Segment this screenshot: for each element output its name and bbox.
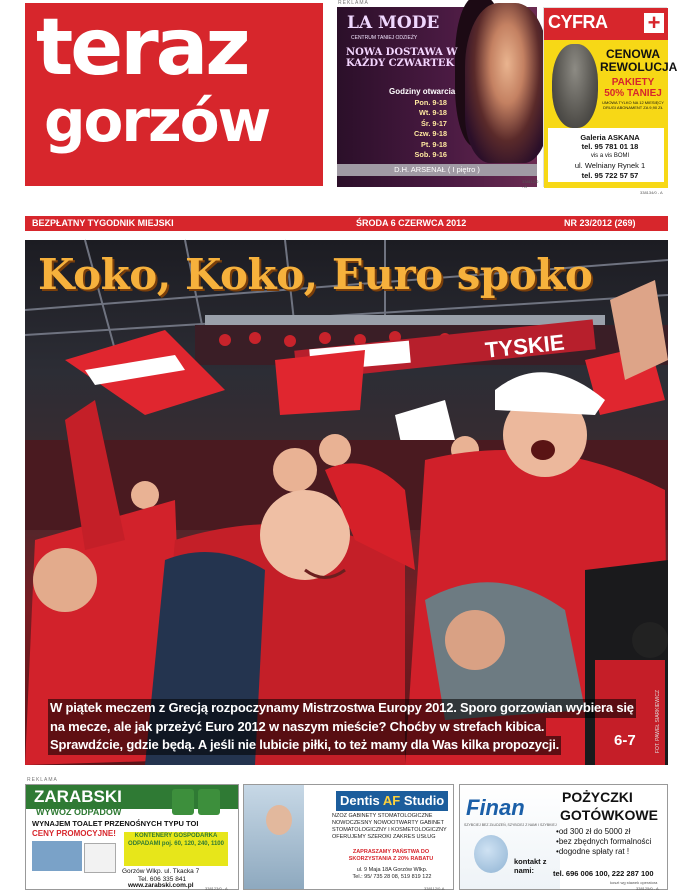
- dentist-photo: [244, 785, 304, 889]
- bin-icon: [172, 789, 194, 815]
- ad-finan-title-2: GOTÓWKOWE: [560, 807, 658, 823]
- ad-finan[interactable]: [459, 784, 668, 890]
- cover-caption: [48, 699, 636, 755]
- ad-la-mode-hours-title: Godziny otwarcia: [389, 87, 456, 96]
- ad-zarabski-containers: KONTENERY GOSPODARKA ODPADAMI poj. 60, 120, 240, 1100: [128, 833, 224, 847]
- issue-number: NR 23/2012 (269): [564, 218, 636, 228]
- phone: tel. 95 722 57 57: [581, 170, 639, 180]
- hours-line: Czw. 9-18: [414, 129, 447, 139]
- ad-code: 338123/0 - A: [205, 886, 228, 891]
- ad-la-mode-hours: [397, 98, 447, 160]
- hours-line: Sob. 9-16: [414, 150, 447, 160]
- ad-finan-brand: Finan: [466, 795, 525, 820]
- ad-cyfra-headline: CENOWA REWOLUCJA: [600, 47, 678, 74]
- ad-la-mode-promo: NOWA DOSTAWA W KAŻDY CZWARTEK: [346, 47, 458, 69]
- store-name: Galeria ASKANA: [580, 133, 640, 142]
- ad-model-photo: [465, 3, 549, 163]
- ad-dentis-brand-left: Dentis: [340, 793, 380, 808]
- paper-tagline: BEZPŁATNY TYGODNIK MIEJSKI: [32, 218, 174, 228]
- hours-line: Pt. 9-18: [421, 139, 447, 149]
- ad-dentis-brand: Dentis AF Studio: [340, 793, 445, 808]
- ad-finan-bullet: •dogodne spłaty rat !: [556, 847, 630, 856]
- ad-dentis-contact: [342, 867, 442, 881]
- toilet-icon: [84, 843, 116, 873]
- ad-dentis-line: NOWOCZESNY NOWOOTWARTY GABINET STOMATOLOGICZNY I KOSMETOLOGICZNY: [332, 820, 447, 833]
- caption-line: Sprawdźcie, gdzie będą. A jeśli nie lubicie piłki, to też mamy dla Was kilka propozycji.: [48, 736, 561, 755]
- ad-la-mode-subtitle: CENTRUM TANIEJ ODZIEŻY: [351, 35, 418, 41]
- caption-line: W piątek meczem z Grecją rozpoczynamy Mistrzostwa Europy 2012. Sporo gorzowian wybiera się: [48, 699, 636, 718]
- ad-code: 338134/0 - A: [640, 190, 663, 195]
- photo-credit: FOT. PAWEŁ SIARKIEWICZ: [655, 690, 661, 754]
- cover-photo[interactable]: [25, 240, 668, 765]
- phone: tel. 95 781 01 18: [581, 142, 639, 152]
- hours-line: Pon. 9-18: [414, 98, 447, 107]
- ad-cyfra-brand: CYFRA: [548, 12, 608, 32]
- ad-dentis-invite: ZAPRASZAMY PAŃSTWA DO SKORZYSTANIA Z 20% RABATU: [348, 849, 434, 862]
- bin-icon: [198, 789, 220, 815]
- ad-la-mode[interactable]: [337, 7, 537, 187]
- reklama-label-bottom: REKLAMA: [27, 777, 58, 783]
- ad-code: 338125/0 - A: [636, 886, 659, 891]
- ad-finan-title-1: POŻYCZKI: [562, 789, 633, 805]
- truck-icon: [32, 841, 82, 871]
- ad-cyfra-contact: [556, 133, 664, 180]
- piggy-bank-icon: [474, 835, 508, 873]
- lemur-mascot-image: [552, 44, 598, 128]
- ad-dentis-line: NZOZ GABINETY STOMATOLOGICZNE: [332, 813, 433, 819]
- ad-dentis-studio[interactable]: [243, 784, 454, 890]
- ad-cyfra-plus[interactable]: [543, 7, 678, 187]
- caption-line: na mecze, ale jak przeżyć Euro 2012 w naszym mieście? Choćby w strefach kibica.: [48, 718, 546, 737]
- ad-finan-contact-label: kontakt z nami:: [514, 857, 547, 875]
- ad-cyfra-fine-print: UMOWA TYLKO NA 12 MIESIĘCY DRUGI ABONAMENT ZA 9,90 ZŁ: [602, 100, 664, 110]
- logo-teraz[interactable]: teraz: [36, 3, 248, 93]
- headline[interactable]: Koko, Koko, Euro spoko: [38, 250, 593, 299]
- hours-line: Wt. 9-18: [419, 108, 447, 118]
- address: ul. Welniany Rynek 1: [574, 161, 646, 171]
- ad-zarabski-brand: ZARABSKI: [34, 787, 122, 806]
- ad-finan-bullets: [556, 827, 651, 857]
- issue-date: ŚRODA 6 CZERWCA 2012: [356, 218, 467, 228]
- ad-la-mode-location: D.H. ARSENAŁ ( I piętro ): [337, 164, 537, 176]
- logo-gorzow[interactable]: gorzów: [44, 87, 270, 155]
- ad-zarabski-phone: Tel. 606 335 841: [138, 876, 187, 883]
- ad-zarabski-address: Gorzów Wlkp. ul. Tkacka 7: [122, 868, 200, 875]
- fans-illustration: [25, 240, 668, 765]
- hours-line: Śr. 9-17: [421, 118, 447, 128]
- ad-finan-footnote: koszt wg stawek operatora: [610, 880, 658, 885]
- ad-finan-bullet: •od 300 zł do 5000 zł: [556, 827, 631, 836]
- ad-finan-bullet: •bez zbędnych formalności: [556, 837, 652, 846]
- ad-zarabski-promo: CENY PROMOCYJNE!: [32, 829, 116, 838]
- ad-dentis-brand-right: Studio: [403, 793, 445, 808]
- ad-dentis-text: [332, 813, 452, 841]
- ad-la-mode-title: LA MODE: [347, 13, 440, 33]
- banner-sponsor: TYSKIE: [483, 329, 566, 363]
- page-reference[interactable]: 6-7: [614, 732, 636, 749]
- reklama-label-top: REKLAMA: [338, 0, 369, 6]
- store-note: vis a vis BOMI: [590, 152, 630, 159]
- ad-zarabski-offer: WYNAJEM TOALET PRZENOŚNYCH TYPU TOI: [32, 819, 199, 828]
- ad-code: 338112/0 - A: [522, 179, 539, 189]
- ad-code: 338112/0-A: [424, 886, 445, 891]
- ad-finan-brand-sub: SZYBCIEJ BEZ ZŁUDZEŃ, SZYBCIEJ Z NAMI I SZYBKIEJ: [464, 823, 557, 827]
- dentist-photo-face: [266, 805, 292, 835]
- ad-dentis-line: OFERUJEMY SZEROKI ZAKRES USŁUG: [332, 834, 436, 840]
- ad-finan-phone: tel. 696 006 100, 222 287 100: [553, 869, 654, 878]
- plus-icon: +: [644, 13, 664, 33]
- ad-dentis-phone: Tel.: 95/ 735 28 08, 519 819 122: [352, 874, 432, 880]
- ad-zarabski-web[interactable]: www.zarabski.com.pl: [128, 882, 194, 889]
- ad-dentis-address: ul. 9 Maja 18A Gorzów Wlkp.: [356, 867, 428, 873]
- ad-zarabski-tagline: WYWÓZ ODPADÓW: [36, 807, 122, 817]
- ad-cyfra-offer: PAKIETY 50% TANIEJ: [604, 77, 662, 99]
- ad-zarabski[interactable]: [25, 784, 239, 890]
